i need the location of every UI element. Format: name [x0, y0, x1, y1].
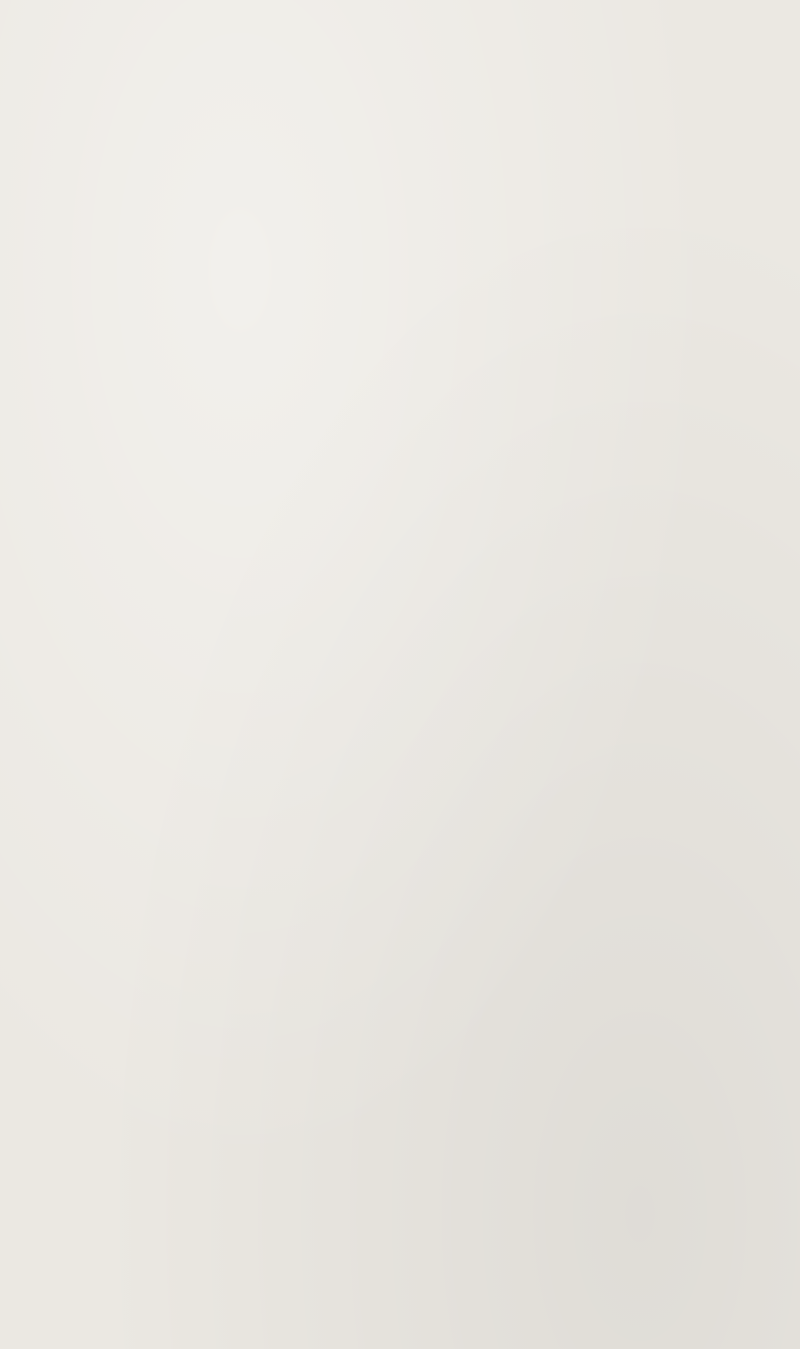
page-body	[115, 126, 742, 144]
